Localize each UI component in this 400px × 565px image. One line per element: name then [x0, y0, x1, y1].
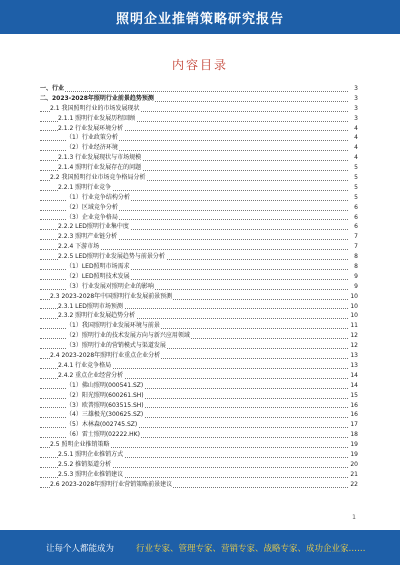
toc-entry-label: （2）LED照明技术发展 — [66, 272, 130, 280]
toc-entry-page: 3 — [354, 85, 358, 92]
toc-entry-label: （6）雷士照明(02222.HK) — [66, 431, 140, 439]
toc-entry-label: 2.2.5 LED照明行业发展趋势与前景分析 — [58, 253, 165, 261]
toc-entry-page: 16 — [350, 411, 358, 419]
toc-entry[interactable] — [40, 460, 358, 470]
toc-entry-page: 16 — [350, 401, 358, 409]
toc-entry-page: 7 — [354, 233, 358, 241]
toc-entry[interactable] — [40, 84, 358, 94]
toc-entry-label: 2.4 2023-2028年照明行业重点企业分析 — [50, 352, 161, 360]
toc-entry[interactable] — [40, 282, 358, 292]
toc-entry-label: （2）照明行业的技术发展方向与新兴应用领域 — [66, 332, 190, 340]
toc-entry-page: 6 — [354, 223, 358, 231]
toc-entry-page: 3 — [354, 94, 358, 102]
toc-entry-label: （1）行业政策分析 — [66, 134, 118, 142]
toc-entry[interactable] — [40, 302, 358, 312]
toc-entry-label: （3）欧普照明(603515.SH) — [66, 401, 144, 409]
toc-entry-page: 3 — [354, 114, 358, 122]
toc-entry[interactable] — [40, 153, 358, 163]
toc-entry-label: （3）企业竞争格局 — [66, 213, 118, 221]
toc-entry-page: 12 — [350, 342, 358, 350]
toc-entry-label: （3）照明行业的营销模式与渠道发展 — [66, 342, 166, 350]
toc-entry[interactable] — [40, 420, 358, 430]
toc-entry-label: 2.1 我国照明行业的市场发展现状 — [50, 104, 140, 112]
toc-entry[interactable] — [40, 292, 358, 302]
toc-entry-label: （5）木林森(002745.SZ) — [66, 421, 138, 429]
toc-entry[interactable] — [40, 401, 358, 411]
toc-entry[interactable] — [40, 94, 358, 104]
toc-entry[interactable] — [40, 381, 358, 391]
footer-bar — [0, 530, 400, 565]
toc-entry-page: 19 — [350, 450, 358, 458]
toc-entry[interactable] — [40, 371, 358, 381]
toc-entry[interactable] — [40, 104, 358, 114]
toc-entry-page: 14 — [350, 371, 358, 379]
toc-entry[interactable] — [40, 470, 358, 480]
toc-entry[interactable] — [40, 124, 358, 134]
toc-entry-page: 8 — [354, 263, 358, 271]
toc-entry-label: 2.1.4 照明行业发展存在的问题 — [58, 164, 142, 172]
toc-entry-page: 7 — [354, 243, 358, 251]
toc-entry-page: 17 — [350, 421, 358, 429]
toc-entry-page: 4 — [354, 144, 358, 152]
toc-entry[interactable] — [40, 143, 358, 153]
toc-entry[interactable] — [40, 480, 358, 490]
toc-entry-page: 4 — [354, 134, 358, 142]
toc-entry[interactable] — [40, 133, 358, 143]
toc-entry-label: 2.1.2 行业发展环境分析 — [58, 124, 124, 132]
toc-entry[interactable] — [40, 222, 358, 232]
toc-entry[interactable] — [40, 311, 358, 321]
toc-entry[interactable] — [40, 252, 358, 262]
toc-entry-page: 10 — [350, 312, 358, 320]
toc-entry-label: （1）行业竞争结构分析 — [66, 193, 130, 201]
page-marker: 1 — [352, 514, 356, 521]
toc-entry-label: 2.5.2 推销渠道分析 — [58, 460, 112, 468]
toc-entry-label: （1）我国照明行业发展环境与前景 — [66, 322, 160, 330]
toc-entry-page: 5 — [354, 164, 358, 172]
toc-entry-label: （3）行业发展对照明企业的影响 — [66, 282, 154, 290]
toc-entry-label: 2.5.3 照明企业推销建议 — [58, 470, 124, 478]
toc-entry-page: 3 — [354, 104, 358, 112]
toc-entry-label: 2.1.3 行业发展现状与市场规模 — [58, 154, 142, 162]
toc-entry-page: 14 — [350, 381, 358, 389]
toc-entry-page: 9 — [354, 272, 358, 280]
footer-mission: 让每个人都能成为 — [46, 544, 115, 554]
toc-entry[interactable] — [40, 321, 358, 331]
toc-entry-label: 2.5 照明企业推销策略 — [50, 441, 110, 449]
toc-entry-page: 20 — [350, 460, 358, 468]
toc-entry[interactable] — [40, 173, 358, 183]
toc-entry-label: 2.2.4 下游市场 — [58, 243, 100, 251]
toc-entry[interactable] — [40, 163, 358, 173]
toc-entry-page: 4 — [354, 124, 358, 132]
toc-entry-label: （2）行业经济环境 — [66, 144, 118, 152]
toc-entry-label: 2.2.1 照明行业竞争 — [58, 183, 112, 191]
toc-entry[interactable] — [40, 440, 358, 450]
toc-entry[interactable] — [40, 272, 358, 282]
toc-entry[interactable] — [40, 114, 358, 124]
toc-entry[interactable] — [40, 262, 358, 272]
toc-entry[interactable] — [40, 361, 358, 371]
toc-entry[interactable] — [40, 341, 358, 351]
toc-entry-page: 21 — [350, 470, 358, 478]
toc-entry-page: 12 — [350, 332, 358, 340]
toc-entry-page: 8 — [354, 253, 358, 261]
toc-entry[interactable] — [40, 193, 358, 203]
toc-entry-page: 6 — [354, 203, 358, 211]
toc-entry[interactable] — [40, 232, 358, 242]
toc-entry-label: 2.4.1 行业竞争格局 — [58, 361, 112, 369]
toc-entry-label: 2.2.2 LED照明行业集中度 — [58, 223, 129, 231]
toc-entry[interactable] — [40, 203, 358, 213]
toc-entry-page: 13 — [350, 352, 358, 360]
toc-leader-dots — [40, 91, 348, 92]
toc-entry[interactable] — [40, 450, 358, 460]
toc-entry-label: （2）阳光照明(600261.SH) — [66, 391, 144, 399]
report-title: 照明企业推销策略研究报告 — [115, 12, 284, 27]
toc-entry-label: （1）佛山照明(000541.SZ) — [66, 381, 144, 389]
toc-entry-label: 2.4.2 重点企业经营分析 — [58, 371, 124, 379]
toc-entry[interactable] — [40, 331, 358, 341]
toc-heading: 内容目录 — [171, 58, 228, 72]
toc-entry[interactable] — [40, 430, 358, 440]
toc-entry-page: 19 — [350, 441, 358, 449]
toc-entry-label: 2.3 2023-2028年中国照明行业发展前景预测 — [50, 292, 173, 300]
toc-entry-label: 2.2 我国照明行业市场竞争格局分析 — [50, 174, 146, 182]
toc-entry[interactable] — [40, 410, 358, 420]
toc-entry-page: 13 — [350, 361, 358, 369]
toc-entry[interactable] — [40, 183, 358, 193]
toc-entry-page: 6 — [354, 213, 358, 221]
header-bar — [0, 0, 400, 34]
toc-entry-label: （4）三雄极光(300625.SZ) — [66, 411, 144, 419]
toc-entry[interactable] — [40, 391, 358, 401]
toc-entry[interactable] — [40, 242, 358, 252]
toc-entry-page: 22 — [350, 480, 358, 488]
toc-entry[interactable] — [40, 213, 358, 223]
toc-entry-label: （1）LED照明市场需求 — [66, 263, 130, 271]
toc-entry-page: 15 — [350, 391, 358, 399]
toc-entry-page: 10 — [350, 292, 358, 300]
toc-entry-page: 4 — [354, 154, 358, 162]
toc-entry-label: （2）区域竞争分析 — [66, 203, 118, 211]
toc-entry-page: 5 — [354, 183, 358, 191]
toc-entry-label: 2.6 2023-2028年照明行业营销策略前景建议 — [50, 480, 173, 488]
toc-entry-label: 2.2.3 照明产业链分析 — [58, 233, 118, 241]
table-of-contents — [40, 84, 358, 490]
toc-entry-label: 2.1.1 照明行业发展历程回顾 — [58, 114, 136, 122]
toc-entry-label: 二、2023-2028年照明行业前景趋势预测 — [40, 94, 154, 102]
toc-entry-page: 9 — [354, 282, 358, 290]
toc-entry-page: 11 — [350, 322, 358, 330]
toc-entry[interactable] — [40, 351, 358, 361]
toc-entry-label: 2.3.1 LED照明市场预测 — [58, 302, 123, 310]
toc-entry-label: 一、行业 — [40, 85, 65, 92]
toc-entry-page: 5 — [354, 193, 358, 201]
toc-entry-page: 10 — [350, 302, 358, 310]
toc-entry-label: 2.3.2 照明行业发展趋势分析 — [58, 312, 136, 320]
toc-entry-page: 18 — [350, 431, 358, 439]
toc-entry-label: 2.5.1 照明企业推销方式 — [58, 450, 124, 458]
toc-entry-page: 5 — [354, 174, 358, 182]
footer-roles: 行业专家、管理专家、营销专家、战略专家、成功企业家…… — [136, 544, 366, 554]
